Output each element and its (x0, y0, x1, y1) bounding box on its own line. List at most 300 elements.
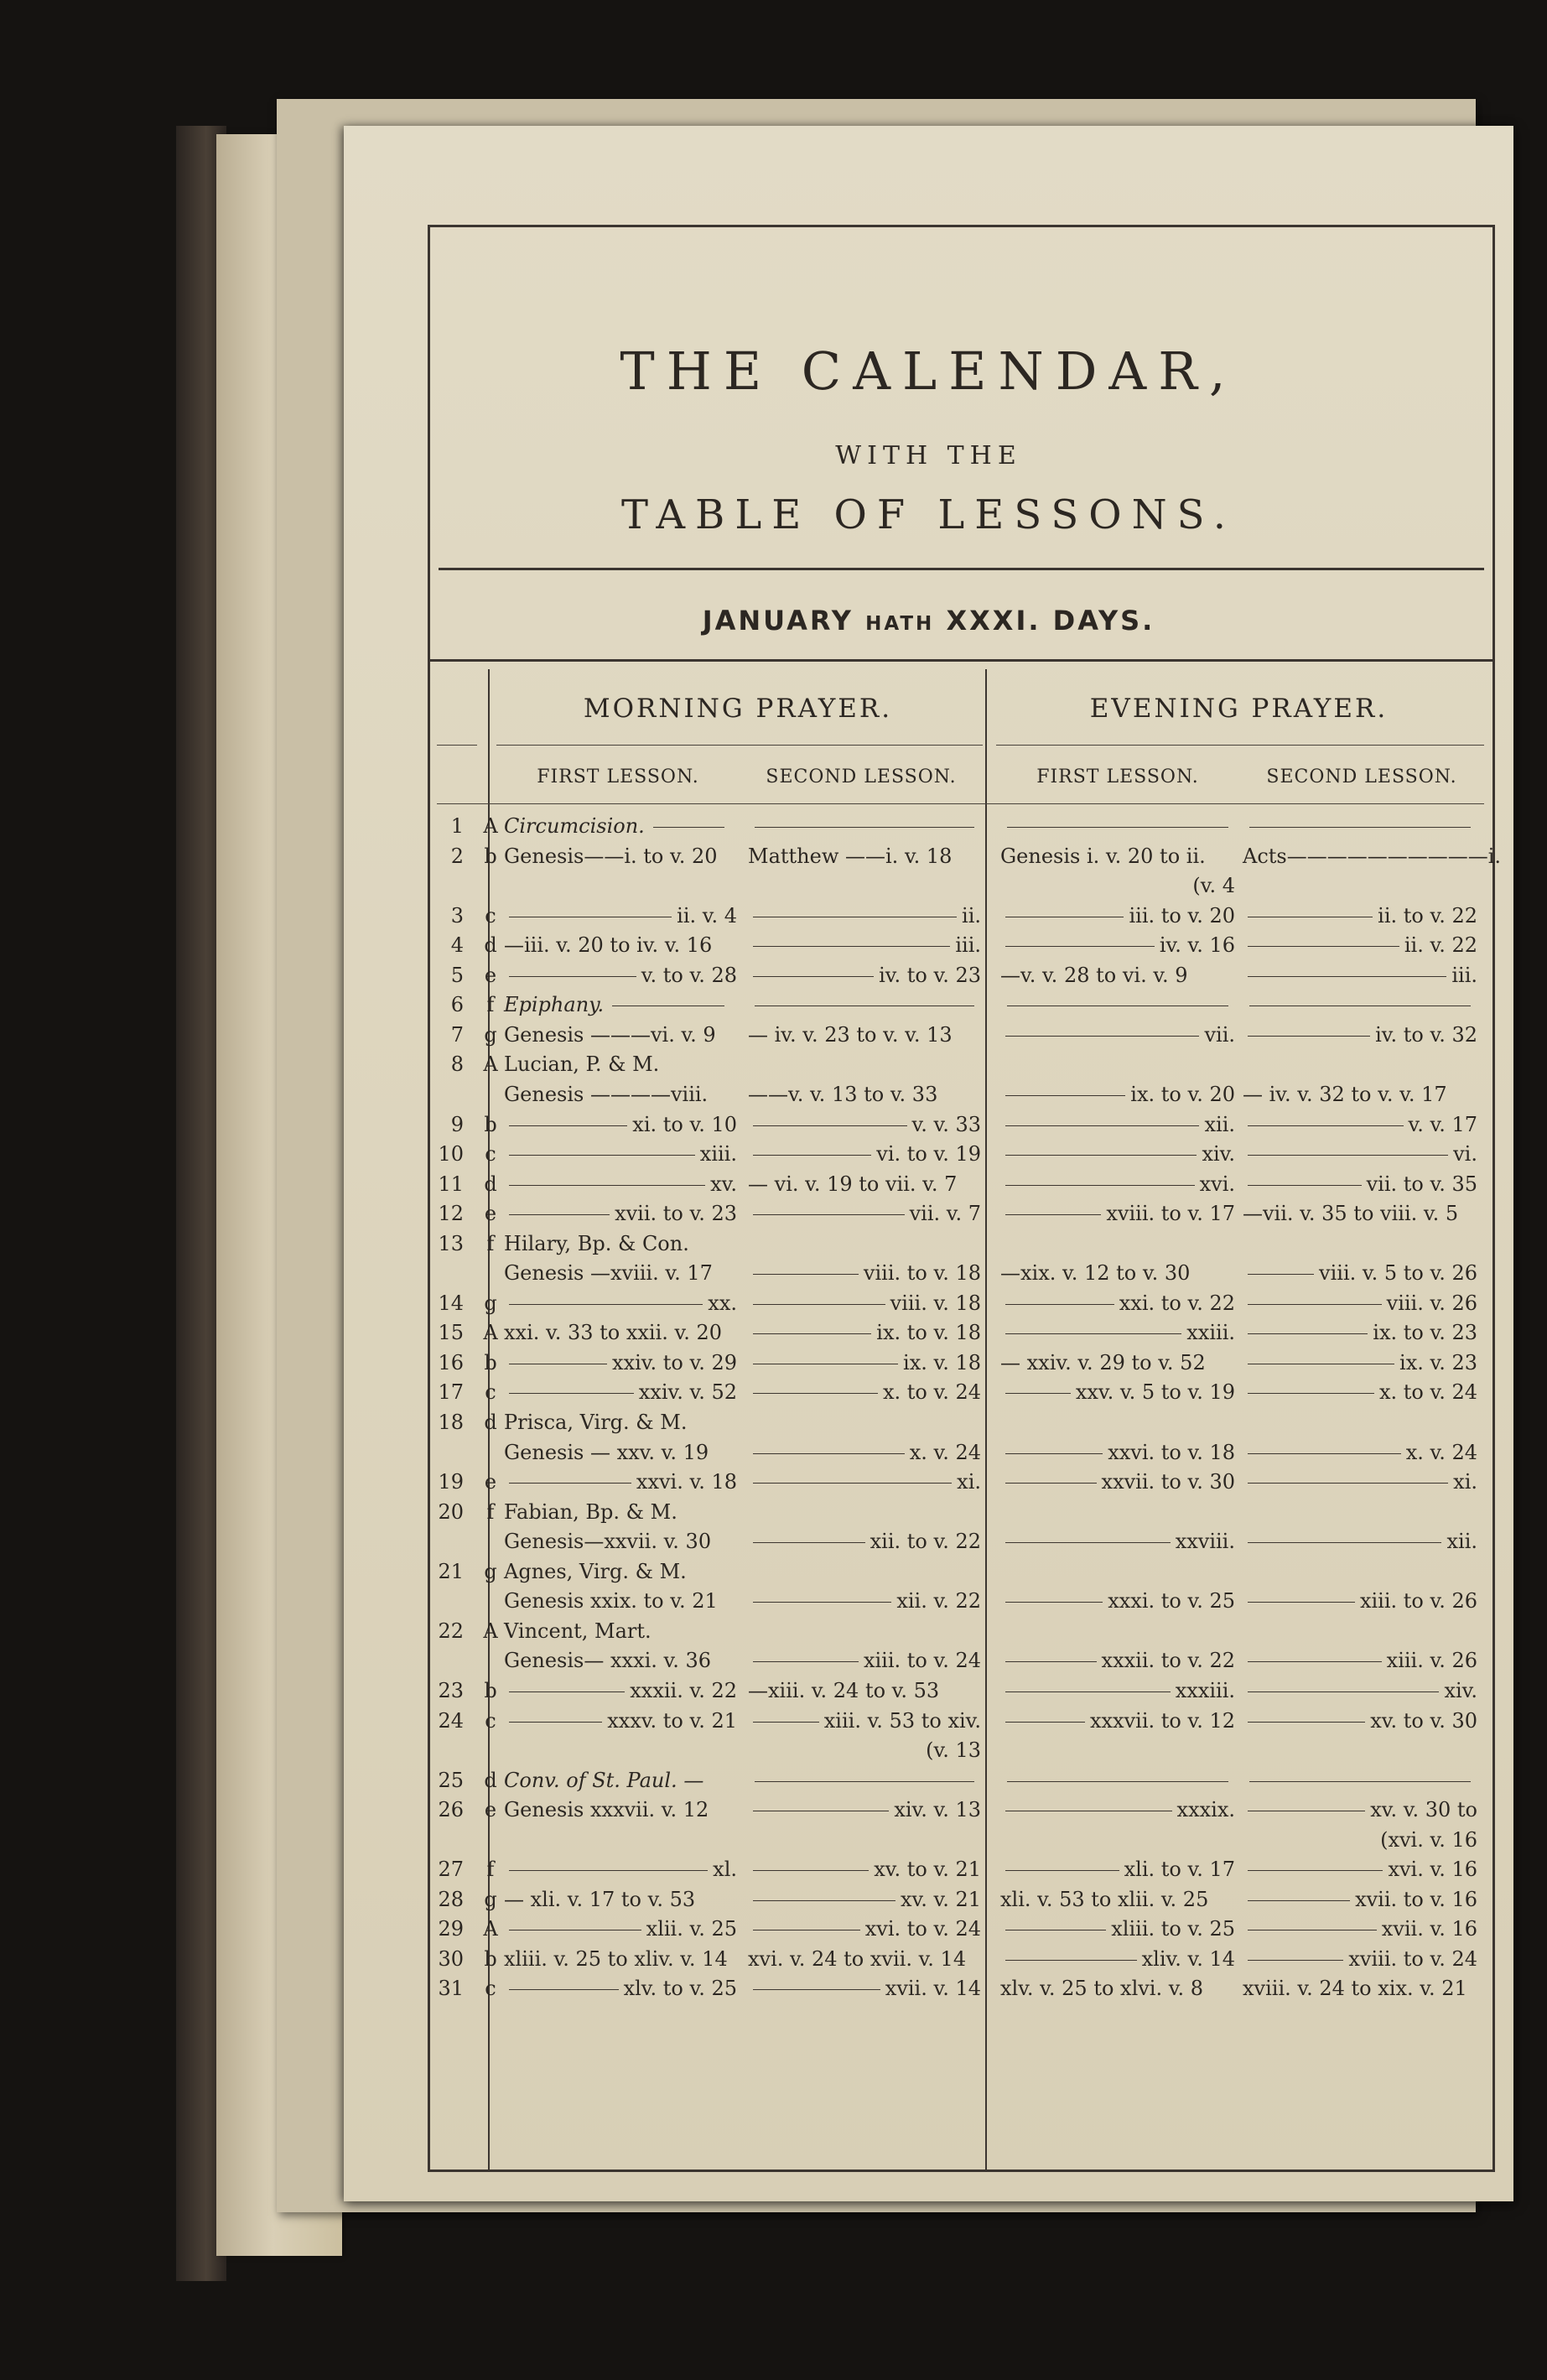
evening-first-lesson: —xix. v. 12 to v. 30 (1000, 1261, 1191, 1286)
table-row (344, 1438, 1513, 1467)
evening-first-lesson: xli. v. 53 to xlii. v. 25 (1000, 1887, 1209, 1911)
day-number: 29 (438, 1917, 464, 1941)
table-row (344, 871, 1513, 900)
dominical-letter: c (485, 1708, 496, 1733)
morning-first-lesson: xl. (713, 1858, 737, 1882)
leader-dash (1248, 1542, 1441, 1543)
morning-second-lesson: ix. v. 18 (903, 1350, 981, 1374)
morning-first-lesson: — xli. v. 17 to v. 53 (504, 1887, 696, 1911)
table-row (344, 1915, 1513, 1943)
evening-first-lesson: xxvi. to v. 18 (1108, 1440, 1235, 1464)
morning-first-lesson: xxxii. v. 22 (630, 1678, 737, 1702)
morning-first-lesson: xxiv. to v. 29 (612, 1350, 737, 1374)
morning-first-lesson: Genesis xxxvii. v. 12 (504, 1798, 709, 1822)
evening-second-lesson: ii. to v. 22 (1378, 903, 1477, 928)
morning-second-lesson: —xiii. v. 24 to v. 53 (748, 1678, 940, 1702)
leader-dash (1248, 1333, 1368, 1334)
morning-first-lesson: Circumcision. (504, 814, 645, 838)
leader-dash (1005, 1870, 1119, 1871)
leader-dash (753, 1453, 905, 1454)
morning-first-lesson: Genesis— xxxi. v. 36 (504, 1649, 712, 1673)
evening-prayer-heading: EVENING PRAYER. (1089, 694, 1389, 724)
dominical-letter: g (484, 1291, 497, 1315)
dominical-letter: c (485, 1977, 496, 2001)
table-row (344, 1318, 1513, 1347)
morning-first-lesson: Genesis —xviii. v. 17 (504, 1261, 713, 1286)
page-title: THE CALENDAR, (620, 340, 1238, 402)
evening-second-lesson: xv. to v. 30 (1370, 1708, 1477, 1733)
dominical-letter: e (484, 963, 497, 987)
leader-dash (753, 1900, 895, 1901)
table-row (344, 961, 1513, 990)
day-number: 9 (450, 1112, 464, 1136)
morning-second-lesson: xi. (957, 1470, 981, 1494)
leader-dash (753, 1214, 905, 1215)
morning-first-lesson: xvii. to v. 23 (615, 1202, 737, 1226)
leader-dash (1248, 1125, 1404, 1126)
morning-first-lesson: Fabian, Bp. & M. (504, 1499, 677, 1524)
morning-first-lesson-heading: FIRST LESSON. (537, 766, 699, 787)
leader-dash (755, 827, 974, 828)
leader-dash (509, 1870, 708, 1871)
table-row (344, 1707, 1513, 1735)
morning-first-lesson: xxi. v. 33 to xxii. v. 20 (504, 1321, 723, 1345)
table-row (344, 1050, 1513, 1078)
table-row (344, 1348, 1513, 1377)
table-row (344, 1259, 1513, 1287)
leader-dash (753, 1661, 859, 1662)
leader-dash (509, 1393, 634, 1394)
leader-dash (1248, 976, 1446, 977)
morning-first-lesson: xi. to v. 10 (632, 1112, 737, 1136)
leader-dash (1248, 1036, 1370, 1037)
leader-dash (753, 1870, 869, 1871)
evening-first-lesson: xxi. to v. 22 (1119, 1291, 1235, 1315)
day-number: 2 (450, 844, 464, 868)
leader-dash (1248, 946, 1399, 947)
morning-second-lesson: x. v. 24 (909, 1440, 981, 1464)
month-hath: HATH (865, 613, 935, 635)
dominical-letter: f (486, 1499, 495, 1524)
leader-dash (653, 827, 724, 828)
evening-first-lesson: xii. (1204, 1112, 1235, 1136)
day-number: 19 (438, 1470, 464, 1494)
table-row (344, 1408, 1513, 1437)
leader-dash (1005, 1304, 1114, 1305)
leader-dash (1005, 1542, 1171, 1543)
morning-first-lesson: xxvi. v. 18 (636, 1470, 737, 1494)
morning-second-lesson: (v. 13 (926, 1738, 981, 1763)
day-number: 7 (450, 1022, 464, 1047)
leader-dash (1249, 827, 1471, 828)
table-row (344, 1617, 1513, 1645)
leader-dash (509, 1989, 619, 1990)
leader-dash (509, 1185, 705, 1186)
leader-dash (753, 1930, 860, 1931)
dominical-letter: b (484, 1678, 497, 1702)
month-heading (344, 605, 1513, 637)
table-row (344, 1766, 1513, 1795)
evening-second-lesson: xiii. to v. 26 (1359, 1589, 1477, 1614)
morning-first-lesson: Genesis xxix. to v. 21 (504, 1589, 718, 1614)
evening-second-lesson: x. to v. 24 (1378, 1380, 1477, 1405)
dominical-letter: c (485, 1380, 496, 1405)
morning-first-lesson: xx. (708, 1291, 737, 1315)
leader-dash (1005, 1393, 1071, 1394)
dominical-letter: d (484, 1411, 497, 1434)
evening-first-lesson: ix. to v. 20 (1130, 1082, 1235, 1106)
leader-dash (753, 1304, 885, 1305)
leader-dash (1248, 1691, 1439, 1692)
day-number: 25 (438, 1768, 464, 1792)
day-number: 18 (438, 1411, 464, 1434)
dominical-letter: d (484, 933, 497, 958)
table-row (344, 1855, 1513, 1884)
leader-dash (1005, 1661, 1097, 1662)
morning-second-lesson: viii. to v. 18 (863, 1261, 981, 1286)
dominical-letter: b (484, 1112, 497, 1136)
evening-first-lesson: xiv. (1202, 1142, 1235, 1167)
morning-second-lesson: — iv. v. 23 to v. v. 13 (748, 1022, 953, 1047)
table-row (344, 1289, 1513, 1317)
leader-dash (1248, 1870, 1383, 1871)
evening-second-lesson: vi. (1453, 1142, 1477, 1167)
morning-second-lesson: xii. to v. 22 (870, 1530, 981, 1554)
morning-second-lesson: xii. v. 22 (896, 1589, 981, 1614)
morning-second-lesson: ii. (962, 903, 981, 928)
evening-second-lesson: xviii. v. 24 to xix. v. 21 (1243, 1977, 1467, 2001)
morning-first-lesson: Lucian, P. & M. (504, 1052, 660, 1077)
leader-dash (753, 1274, 859, 1275)
table-row (344, 1676, 1513, 1705)
table-row (344, 1527, 1513, 1556)
rule-below-column-headings (437, 803, 1484, 804)
morning-first-lesson: xv. (710, 1172, 737, 1196)
day-number: 1 (450, 814, 464, 838)
table-row (344, 1945, 1513, 1973)
day-number: 17 (438, 1380, 464, 1405)
leader-dash (1248, 1483, 1448, 1484)
evening-first-lesson: xxxi. to v. 25 (1108, 1589, 1235, 1614)
evening-first-lesson: xxxvii. to v. 12 (1089, 1708, 1235, 1733)
day-number: 10 (438, 1142, 464, 1167)
table-row (344, 1468, 1513, 1496)
leader-dash (1005, 1960, 1137, 1961)
morning-second-lesson: viii. v. 18 (890, 1291, 981, 1315)
leader-dash (755, 1781, 974, 1782)
evening-second-lesson: v. v. 17 (1408, 1112, 1477, 1136)
evening-first-lesson: xxviii. (1175, 1530, 1235, 1554)
leader-dash (509, 1304, 703, 1305)
leader-dash (753, 1333, 871, 1334)
morning-second-lesson: ——v. v. 13 to v. 33 (748, 1082, 938, 1106)
dominical-letter: e (484, 1798, 497, 1822)
evening-second-lesson-heading: SECOND LESSON. (1266, 766, 1457, 787)
morning-second-lesson: xv. to v. 21 (874, 1858, 981, 1882)
evening-first-lesson: xxxiii. (1175, 1678, 1235, 1702)
evening-first-lesson: Genesis i. v. 20 to ii. (1000, 844, 1206, 868)
morning-second-lesson: vi. to v. 19 (876, 1142, 981, 1167)
month-name: JANUARY (702, 605, 854, 637)
table-row (344, 1736, 1513, 1764)
morning-second-lesson: xv. v. 21 (900, 1887, 981, 1911)
morning-second-lesson: ix. to v. 18 (876, 1321, 981, 1345)
morning-second-lesson: — vi. v. 19 to vii. v. 7 (748, 1172, 958, 1196)
evening-first-lesson: xxvii. to v. 30 (1101, 1470, 1235, 1494)
day-number: 11 (438, 1172, 464, 1196)
day-number: 12 (438, 1202, 464, 1226)
day-number: 31 (438, 1977, 464, 2001)
table-row (344, 931, 1513, 959)
evening-heading-rule (996, 745, 1484, 746)
leader-dash (753, 976, 874, 977)
table-row (344, 1170, 1513, 1198)
dominical-letter: e (484, 1470, 497, 1494)
day-number: 4 (450, 933, 464, 958)
dominical-letter: A (483, 1917, 498, 1941)
dominical-letter: A (483, 1321, 498, 1345)
morning-second-lesson: v. v. 33 (911, 1112, 981, 1136)
page-subtitle: WITH THE (835, 441, 1022, 470)
day-number: 13 (438, 1231, 464, 1255)
dominical-letter: b (484, 1946, 497, 1971)
evening-first-lesson: iv. v. 16 (1159, 933, 1235, 958)
evening-second-lesson: xviii. to v. 24 (1348, 1946, 1477, 1971)
day-number: 14 (438, 1291, 464, 1315)
morning-first-lesson: Conv. of St. Paul. — (504, 1768, 704, 1792)
evening-second-lesson: viii. v. 26 (1386, 1291, 1477, 1315)
leader-dash (753, 1483, 952, 1484)
evening-first-lesson: (v. 4 (1192, 874, 1235, 898)
day-number: 15 (438, 1321, 464, 1345)
day-number: 22 (438, 1619, 464, 1643)
evening-first-lesson: xlv. v. 25 to xlvi. v. 8 (1000, 1977, 1203, 2001)
evening-second-lesson: xii. (1446, 1530, 1477, 1554)
evening-second-lesson: iii. (1451, 963, 1477, 987)
table-row (344, 1498, 1513, 1526)
morning-first-lesson: Genesis—xxvii. v. 30 (504, 1530, 712, 1554)
table-row (344, 1557, 1513, 1586)
leader-dash (1005, 1155, 1197, 1156)
evening-first-lesson-heading: FIRST LESSON. (1036, 766, 1199, 787)
day-number: 8 (450, 1052, 464, 1077)
leader-dash (509, 1691, 625, 1692)
morning-first-lesson: xiii. (699, 1142, 737, 1167)
leader-dash (1248, 1304, 1382, 1305)
leader-dash (1005, 1602, 1103, 1603)
evening-first-lesson: xliv. v. 14 (1141, 1946, 1235, 1971)
evening-second-lesson: (xvi. v. 16 (1380, 1827, 1477, 1852)
morning-first-lesson: Genesis——i. to v. 20 (504, 844, 718, 868)
dominical-letter: b (484, 1350, 497, 1374)
dominical-letter: A (483, 1052, 498, 1077)
leader-dash (1005, 1095, 1125, 1096)
header-rule-number (437, 745, 477, 746)
morning-second-lesson: xvi. v. 24 to xvii. v. 14 (748, 1946, 967, 1971)
dominical-letter: b (484, 844, 497, 868)
morning-first-lesson: xliii. v. 25 to xliv. v. 14 (504, 1946, 728, 1971)
morning-heading-rule (496, 745, 983, 746)
evening-second-lesson: xiv. (1444, 1678, 1477, 1702)
table-row (344, 1826, 1513, 1854)
leader-dash (753, 1393, 878, 1394)
day-number: 28 (438, 1887, 464, 1911)
table-row (344, 990, 1513, 1019)
leader-dash (753, 1155, 871, 1156)
table-row (344, 1110, 1513, 1139)
leader-dash (1248, 1930, 1377, 1931)
evening-first-lesson: xliii. to v. 25 (1111, 1917, 1235, 1941)
leader-dash (1005, 1036, 1199, 1037)
day-number: 23 (438, 1678, 464, 1702)
morning-second-lesson: Matthew ——i. v. 18 (748, 844, 953, 868)
day-number: 21 (438, 1559, 464, 1583)
leader-dash (1248, 1602, 1355, 1603)
morning-first-lesson: Epiphany. (504, 993, 605, 1017)
leader-dash (1005, 1722, 1085, 1723)
dominical-letter: f (486, 1858, 495, 1882)
leader-dash (1005, 1453, 1103, 1454)
leader-dash (753, 1602, 891, 1603)
morning-second-lesson: xvii. v. 14 (885, 1977, 981, 2001)
leader-dash (1248, 1185, 1362, 1186)
morning-second-lesson-heading: SECOND LESSON. (766, 766, 957, 787)
page-subtitle-lessons: TABLE OF LESSONS. (620, 491, 1237, 538)
morning-second-lesson: xiv. v. 13 (894, 1798, 981, 1822)
evening-first-lesson: — xxiv. v. 29 to v. 52 (1000, 1350, 1206, 1374)
leader-dash (509, 1214, 610, 1215)
dominical-letter: e (484, 1202, 497, 1226)
leader-dash (1005, 1483, 1097, 1484)
leader-dash (753, 1722, 819, 1723)
leader-dash (753, 946, 950, 947)
evening-first-lesson: iii. to v. 20 (1129, 903, 1235, 928)
dominical-letter: g (484, 1022, 497, 1047)
leader-dash (1005, 1185, 1195, 1186)
leader-dash (1248, 1274, 1314, 1275)
evening-second-lesson: ix. to v. 23 (1373, 1321, 1477, 1345)
evening-second-lesson: xvi. v. 16 (1388, 1858, 1477, 1882)
dominical-letter: A (483, 814, 498, 838)
morning-first-lesson: xxiv. v. 52 (638, 1380, 737, 1405)
evening-first-lesson: xxv. v. 5 to v. 19 (1075, 1380, 1235, 1405)
leader-dash (1248, 1960, 1343, 1961)
rule-below-month (428, 659, 1495, 662)
leader-dash (753, 1125, 907, 1126)
morning-first-lesson: Prisca, Virg. & M. (504, 1411, 688, 1434)
evening-second-lesson: x. v. 24 (1405, 1440, 1477, 1464)
leader-dash (1248, 1393, 1374, 1394)
morning-second-lesson: iii. (955, 933, 981, 958)
day-number: 30 (438, 1946, 464, 1971)
leader-dash (1249, 1781, 1471, 1782)
leader-dash (1248, 1453, 1401, 1454)
morning-first-lesson: ii. v. 4 (677, 903, 737, 928)
table-row (344, 812, 1513, 840)
table-row (344, 902, 1513, 930)
day-number: 5 (450, 963, 464, 987)
evening-first-lesson: —v. v. 28 to vi. v. 9 (1000, 963, 1188, 987)
morning-prayer-heading: MORNING PRAYER. (583, 694, 893, 724)
leader-dash (1005, 1691, 1171, 1692)
evening-second-lesson: ii. v. 22 (1404, 933, 1477, 958)
evening-first-lesson: xviii. to v. 17 (1106, 1202, 1235, 1226)
leader-dash (1005, 1214, 1101, 1215)
day-number: 27 (438, 1858, 464, 1882)
evening-second-lesson: vii. to v. 35 (1366, 1172, 1477, 1196)
evening-second-lesson: Acts——————————i. (1243, 844, 1502, 868)
evening-second-lesson: xvii. v. 16 (1381, 1917, 1477, 1941)
evening-first-lesson: xxiii. (1186, 1321, 1235, 1345)
leader-dash (1248, 1722, 1365, 1723)
morning-second-lesson: iv. to v. 23 (879, 963, 981, 987)
leader-dash (1248, 1900, 1350, 1901)
table-row (344, 1885, 1513, 1914)
dominical-letter: d (484, 1172, 497, 1196)
morning-first-lesson: Vincent, Mart. (504, 1619, 652, 1643)
dominical-letter: g (484, 1559, 497, 1583)
table-row (344, 1646, 1513, 1675)
dominical-letter: c (485, 1142, 496, 1167)
morning-first-lesson: Agnes, Virg. & M. (504, 1559, 687, 1583)
leader-dash (509, 976, 636, 977)
calendar-page (344, 126, 1513, 2201)
leader-dash (1005, 1333, 1181, 1334)
morning-first-lesson: Genesis ————viii. (504, 1082, 709, 1106)
leader-dash (509, 1155, 695, 1156)
day-number: 16 (438, 1350, 464, 1374)
table-row (344, 1229, 1513, 1258)
morning-second-lesson: x. to v. 24 (882, 1380, 981, 1405)
leader-dash (1248, 1155, 1448, 1156)
leader-dash (1007, 1781, 1228, 1782)
morning-first-lesson: v. to v. 28 (641, 963, 737, 987)
table-row (344, 1199, 1513, 1228)
leader-dash (509, 1722, 602, 1723)
morning-first-lesson: xlv. to v. 25 (623, 1977, 737, 2001)
morning-first-lesson: Hilary, Bp. & Con. (504, 1231, 689, 1255)
dominical-letter: g (484, 1887, 497, 1911)
table-row (344, 1080, 1513, 1109)
dominical-letter: f (486, 993, 495, 1017)
day-number: 3 (450, 903, 464, 928)
table-row (344, 1587, 1513, 1615)
dominical-letter: c (485, 903, 496, 928)
leader-dash (1007, 827, 1228, 828)
leader-dash (509, 1930, 641, 1931)
rule-below-title (439, 568, 1484, 570)
table-row (344, 1140, 1513, 1168)
evening-second-lesson: xiii. v. 26 (1386, 1649, 1477, 1673)
day-number: 6 (450, 993, 464, 1017)
evening-second-lesson: xv. v. 30 to (1370, 1798, 1477, 1822)
leader-dash (1005, 946, 1155, 947)
dominical-letter: A (483, 1619, 498, 1643)
evening-first-lesson: xxxii. to v. 22 (1101, 1649, 1235, 1673)
day-number: 24 (438, 1708, 464, 1733)
leader-dash (1005, 1125, 1199, 1126)
leader-dash (753, 1989, 880, 1990)
leader-dash (1248, 1661, 1382, 1662)
dominical-letter: d (484, 1768, 497, 1792)
dominical-letter: f (486, 1231, 495, 1255)
evening-second-lesson: iv. to v. 32 (1375, 1022, 1477, 1047)
evening-first-lesson: vii. (1204, 1022, 1235, 1047)
morning-first-lesson: —iii. v. 20 to iv. v. 16 (504, 933, 713, 958)
evening-first-lesson: xxxix. (1176, 1798, 1235, 1822)
morning-second-lesson: xiii. to v. 24 (863, 1649, 981, 1673)
evening-second-lesson: viii. v. 5 to v. 26 (1319, 1261, 1477, 1286)
